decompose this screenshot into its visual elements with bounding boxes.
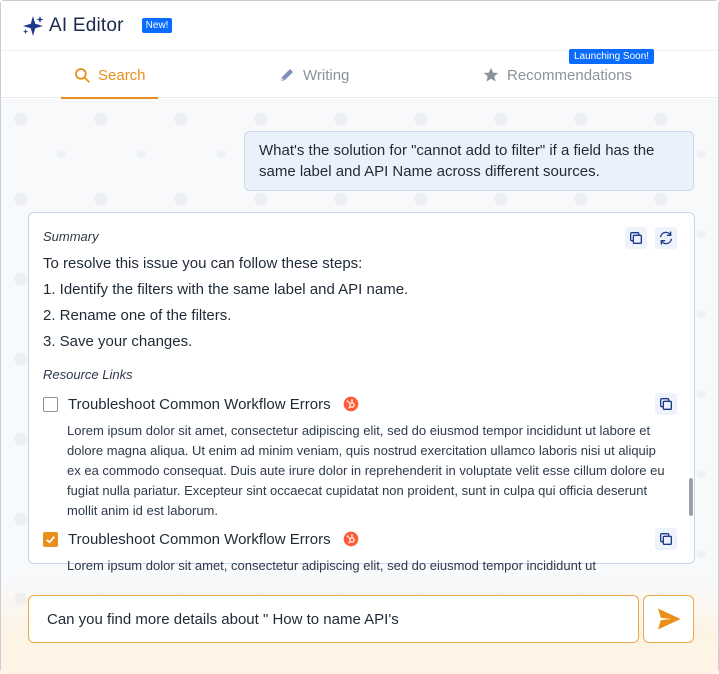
tab-recommendations-label: Recommendations [507,66,633,84]
answer-step: 2. Rename one of the filters. [43,307,232,324]
checkmark-icon [45,534,56,545]
user-message-bubble: What's the solution for "cannot add to filter" if a field has the same label and API Name across different sources. [244,131,694,191]
resource-description: Lorem ipsum dolor sit amet, consectetur adipiscing elit, sed do eiusmod tempor incididunt ut labore et dolore magna aliqua. Ut enim ad minim veniam, quis nostrud exercitation ullamco laboris nisi ut aliquip ex ea commodo consequat. Duis aute irure dolor in reprehenderit in voluptate velit esse cillum dolore eu fugiat nulla pariatur. Excepteur sint occaecat cupidatat non proident, sunt in culpa qui officia deserunt mollit anim id est laborum. [67,423,665,518]
hubspot-icon [343,396,359,412]
tab-search[interactable] [73,52,146,98]
copy-resource-button[interactable] [655,528,677,550]
copy-icon [628,230,644,246]
answer-intro: To resolve this issue you can follow these steps: [43,255,363,272]
resource-checkbox[interactable] [43,397,58,412]
star-icon [482,66,500,84]
tab-writing-label: Writing [303,66,350,84]
answer-step: 3. Save your changes. [43,333,193,350]
resource-item [43,393,673,521]
chat-input[interactable] [28,595,639,643]
tab-writing[interactable] [278,52,349,98]
hubspot-icon [343,531,359,547]
summary-label: Summary [43,229,99,244]
answer-scrollbar[interactable] [689,478,693,516]
app-header [1,1,718,51]
resource-description: Lorem ipsum dolor sit amet, consectetur adipiscing elit, sed do eiusmod tempor incididunt ut [67,558,596,573]
copy-icon [658,396,674,412]
copy-icon [658,531,674,547]
resource-checkbox[interactable] [43,532,58,547]
sparkle-logo-icon [21,14,45,38]
copy-answer-button[interactable] [625,227,647,249]
answer-step: 1. Identify the filters with the same label and API name. [43,281,409,298]
answer-card [28,212,695,573]
app-title: AI Editor [49,14,124,36]
resource-title[interactable]: Troubleshoot Common Workflow Errors [68,530,331,548]
pencil-icon [278,66,296,84]
send-icon [655,605,683,633]
refresh-icon [658,230,674,246]
resource-item [43,528,673,576]
resource-links-label: Resource Links [43,367,133,382]
launching-soon-badge: Launching Soon! [569,49,654,64]
resource-title[interactable]: Troubleshoot Common Workflow Errors [68,395,331,413]
search-icon [73,66,91,84]
new-badge: New! [142,18,173,33]
tab-search-label: Search [98,66,146,84]
send-button[interactable] [643,595,694,643]
copy-resource-button[interactable] [655,393,677,415]
chat-area[interactable] [1,99,718,674]
regenerate-button[interactable] [655,227,677,249]
composer [1,579,718,674]
